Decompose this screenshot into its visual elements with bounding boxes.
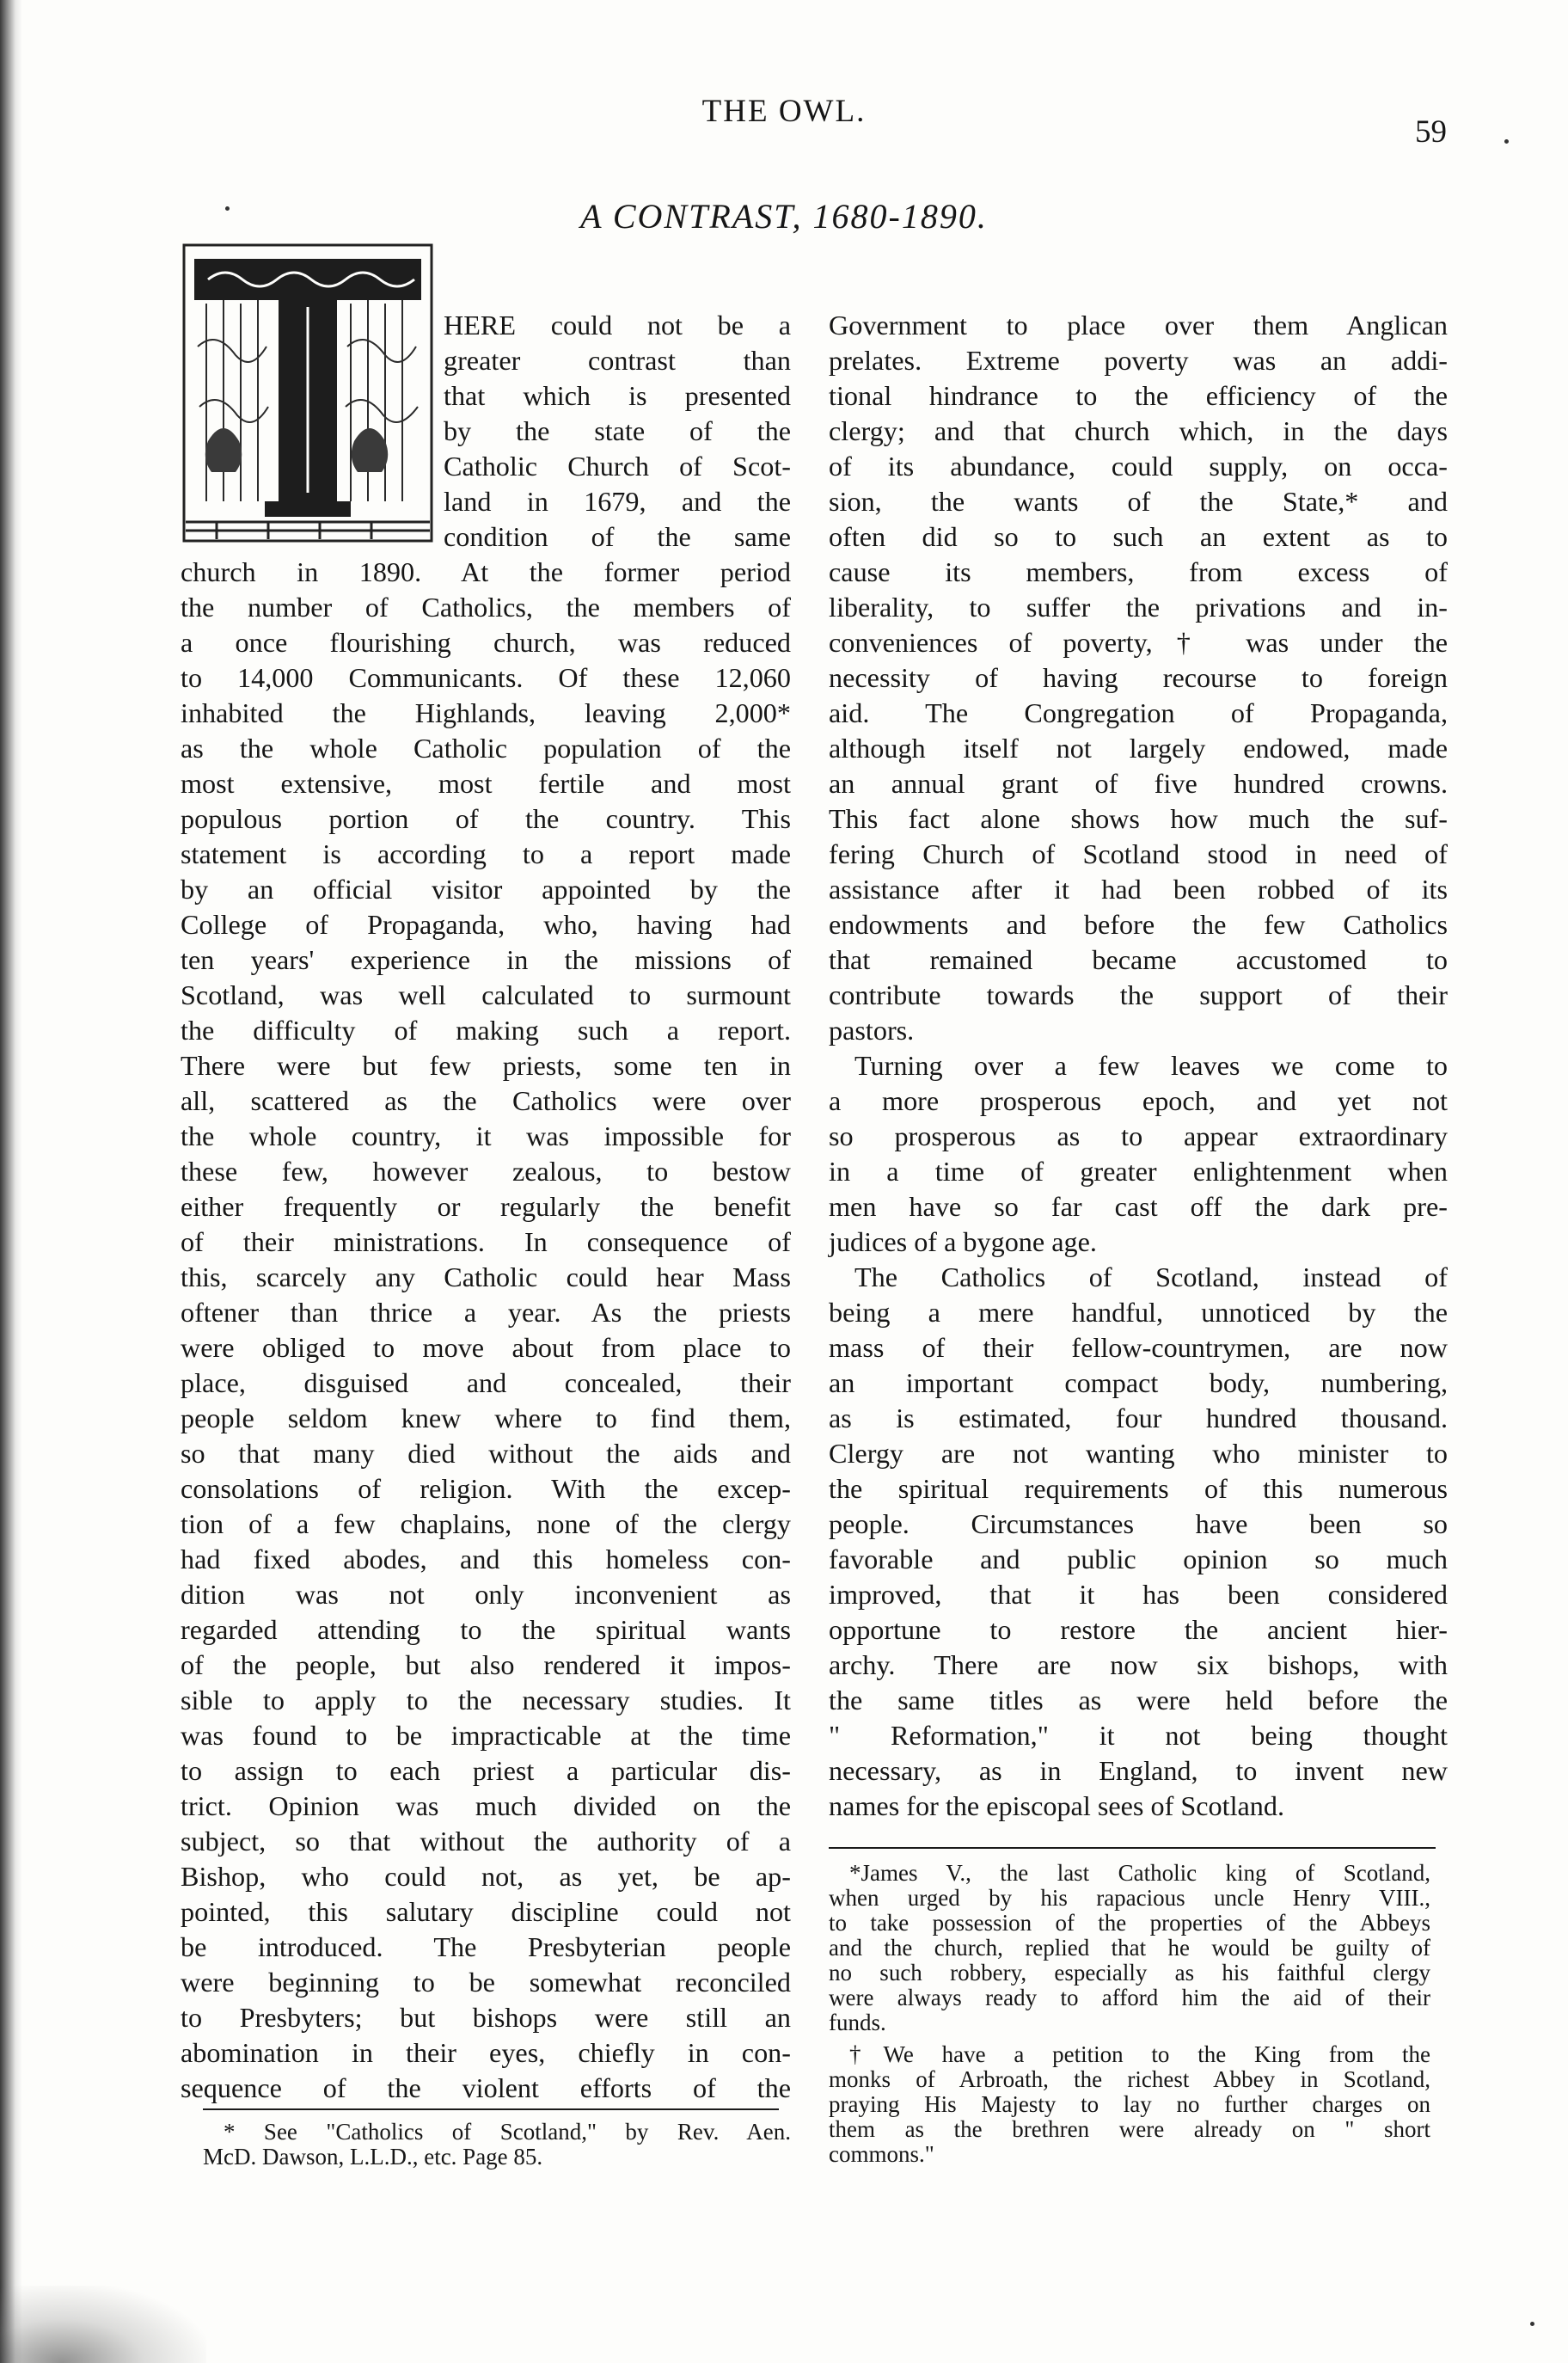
text-line: in a time of greater enlightenment when xyxy=(829,1156,1448,1187)
text-line: church in 1890. At the former period xyxy=(181,556,791,587)
text-line: Government to place over them Anglican xyxy=(829,310,1448,341)
footnote-line: praying His Majesty to lay no further charges on xyxy=(829,2091,1430,2117)
text-line: statement is according to a report made xyxy=(181,838,791,869)
text-line: archy. There are now six bishops, with xyxy=(829,1649,1448,1680)
text-line: men have so far cast off the dark pre- xyxy=(829,1191,1448,1222)
text-line: dition was not only inconvenient as xyxy=(181,1579,791,1610)
text-line: the number of Catholics, the members of xyxy=(181,592,791,623)
running-title: THE OWL. xyxy=(701,94,867,129)
text-line: a more prosperous epoch, and yet not xyxy=(829,1085,1448,1116)
text-line: tional hindrance to the efficiency of the xyxy=(829,380,1448,411)
text-line: sion, the wants of the State,* and xyxy=(829,486,1448,517)
text-line: land in 1679, and the xyxy=(444,486,791,517)
text-line: consolations of religion. With the excep- xyxy=(181,1473,791,1504)
footnote-line: when urged by his rapacious uncle Henry VIII., xyxy=(829,1885,1430,1911)
text-line: fering Church of Scotland stood in need of xyxy=(829,838,1448,869)
text-line: of the people, but also rendered it impos- xyxy=(181,1649,791,1680)
text-line: The Catholics of Scotland, instead of xyxy=(854,1261,1448,1292)
text-line: people seldom knew where to find them, xyxy=(181,1402,791,1433)
text-line: Turning over a few leaves we come to xyxy=(854,1050,1448,1081)
right-column xyxy=(829,308,1448,1824)
text-line: abomination in their eyes, chiefly in con- xyxy=(181,2037,791,2068)
text-line: ten years' experience in the missions of xyxy=(181,944,791,975)
text-line: cause its members, from excess of xyxy=(829,556,1448,587)
text-line: sequence of the violent efforts of the xyxy=(181,2072,791,2103)
stray-dot xyxy=(1530,2322,1534,2326)
text-line: pointed, this salutary discipline could not xyxy=(181,1896,791,1927)
footnote-line: to take possession of the properties of the Abbeys xyxy=(829,1910,1430,1936)
text-line: this, scarcely any Catholic could hear Mass xyxy=(181,1261,791,1292)
text-line: populous portion of the country. This xyxy=(181,803,791,834)
text-line: regarded attending to the spiritual wants xyxy=(181,1614,791,1645)
text-line: There were but few priests, some ten in xyxy=(181,1050,791,1081)
text-line: an annual grant of five hundred crowns. xyxy=(829,768,1448,799)
text-line: were beginning to be somewhat reconciled xyxy=(181,1967,791,1998)
text-line: tion of a few chaplains, none of the clergy xyxy=(181,1508,791,1539)
text-line: although itself not largely endowed, made xyxy=(829,733,1448,764)
text-line: of its abundance, could supply, on occa- xyxy=(829,451,1448,482)
text-line: were obliged to move about from place to xyxy=(181,1332,791,1363)
text-line: judices of a bygone age. xyxy=(829,1226,1097,1257)
footnote-line: them as the brethren were already on " short xyxy=(829,2116,1430,2142)
left-column xyxy=(181,308,791,2106)
text-line: place, disguised and concealed, their xyxy=(181,1367,791,1398)
footnote-right xyxy=(829,1861,1430,2167)
text-line: these few, however zealous, to bestow xyxy=(181,1156,791,1187)
text-line: to 14,000 Communicants. Of these 12,060 xyxy=(181,662,791,693)
text-line: as is estimated, four hundred thousand. xyxy=(829,1402,1448,1433)
text-line: necessity of having recourse to foreign xyxy=(829,662,1448,693)
text-line: as the whole Catholic population of the xyxy=(181,733,791,764)
text-line: had fixed abodes, and this homeless con- xyxy=(181,1544,791,1574)
footnote-line: * See "Catholics of Scotland," by Rev. Aen. xyxy=(224,2119,791,2145)
text-line: condition of the same xyxy=(444,521,791,552)
text-line: Catholic Church of Scot- xyxy=(444,451,791,482)
text-line: an important compact body, numbering, xyxy=(829,1367,1448,1398)
footnote-line: monks of Arbroath, the richest Abbey in Scotland, xyxy=(829,2066,1430,2092)
footnote-line: and the church, replied that he would be guilty of xyxy=(829,1935,1430,1961)
text-line: oftener than thrice a year. As the priests xyxy=(181,1297,791,1328)
footnote-line: †We have a petition to the King from the xyxy=(849,2041,1430,2067)
footnote-line: were always ready to afford him the aid of their xyxy=(829,1985,1430,2010)
text-line: the same titles as were held before the xyxy=(829,1685,1448,1715)
text-line: improved, that it has been considered xyxy=(829,1579,1448,1610)
text-line: clergy; and that church which, in the days xyxy=(829,415,1448,446)
text-line: so prosperous as to appear extraordinary xyxy=(829,1120,1448,1151)
text-line: either frequently or regularly the benefit xyxy=(181,1191,791,1222)
text-line: the spiritual requirements of this numerous xyxy=(829,1473,1448,1504)
footnote-line: funds. xyxy=(829,2010,886,2035)
text-line: endowments and before the few Catholics xyxy=(829,909,1448,940)
text-line: being a mere handful, unnoticed by the xyxy=(829,1297,1448,1328)
text-line: to Presbyters; but bishops were still an xyxy=(181,2002,791,2033)
text-line: that which is presented xyxy=(444,380,791,411)
text-line: " Reformation," it not being thought xyxy=(829,1720,1448,1751)
text-line: Scotland, was well calculated to surmount xyxy=(181,979,791,1010)
text-line: the whole country, it was impossible for xyxy=(181,1120,791,1151)
text-line: that remained became accustomed to xyxy=(829,944,1448,975)
text-line: people. Circumstances have been so xyxy=(829,1508,1448,1539)
text-line: the difficulty of making such a report. xyxy=(181,1015,791,1046)
text-line: of their ministrations. In consequence of xyxy=(181,1226,791,1257)
text-line: by the state of the xyxy=(444,415,791,446)
text-line: This fact alone shows how much the suf- xyxy=(829,803,1448,834)
text-line: be introduced. The Presbyterian people xyxy=(181,1931,791,1962)
footnote-line: *James V., the last Catholic king of Scotland, xyxy=(849,1860,1430,1886)
text-line: by an official visitor appointed by the xyxy=(181,874,791,905)
text-line: Clergy are not wanting who minister to xyxy=(829,1438,1448,1469)
binding-edge-shadow xyxy=(0,0,22,2363)
text-line: contribute towards the support of their xyxy=(829,979,1448,1010)
text-line: pastors. xyxy=(829,1015,915,1046)
text-line: liberality, to suffer the privations and in- xyxy=(829,592,1448,623)
text-line: necessary, as in England, to invent new xyxy=(829,1755,1448,1786)
text-line: trict. Opinion was much divided on the xyxy=(181,1790,791,1821)
text-line: College of Propaganda, who, having had xyxy=(181,909,791,940)
text-line: opportune to restore the ancient hier- xyxy=(829,1614,1448,1645)
text-line: names for the episcopal sees of Scotland. xyxy=(829,1790,1285,1821)
footnote-left xyxy=(203,2120,791,2170)
footnote-rule-right xyxy=(829,1847,1436,1849)
text-line: inhabited the Highlands, leaving 2,000* xyxy=(181,697,791,728)
text-line: HERE could not be a xyxy=(444,310,791,341)
text-line: subject, so that without the authority of a xyxy=(181,1826,791,1857)
footnote-line: commons." xyxy=(829,2141,934,2167)
text-line: favorable and public opinion so much xyxy=(829,1544,1448,1574)
article-title: A CONTRAST, 1680-1890. xyxy=(580,197,988,236)
text-line: a once flourishing church, was reduced xyxy=(181,627,791,658)
text-line: Bishop, who could not, as yet, be ap- xyxy=(181,1861,791,1892)
text-line: aid. The Congregation of Propaganda, xyxy=(829,697,1448,728)
corner-smudge xyxy=(0,2286,206,2363)
text-line: all, scattered as the Catholics were over xyxy=(181,1085,791,1116)
footnote-line: no such robbery, especially as his faithful clergy xyxy=(829,1960,1430,1986)
text-line: often did so to such an extent as to xyxy=(829,521,1448,552)
text-line: so that many died without the aids and xyxy=(181,1438,791,1469)
text-line: mass of their fellow-countrymen, are now xyxy=(829,1332,1448,1363)
stray-dot xyxy=(1504,139,1509,144)
text-line: to assign to each priest a particular dis- xyxy=(181,1755,791,1786)
text-line: greater contrast than xyxy=(444,345,791,376)
text-line: conveniences of poverty,† was under the xyxy=(829,627,1448,658)
text-line: most extensive, most fertile and most xyxy=(181,768,791,799)
footnote-rule-left xyxy=(203,2108,779,2110)
text-line: assistance after it had been robbed of its xyxy=(829,874,1448,905)
text-line: prelates. Extreme poverty was an addi- xyxy=(829,345,1448,376)
text-line: was found to be impracticable at the time xyxy=(181,1720,791,1751)
text-line: sible to apply to the necessary studies. It xyxy=(181,1685,791,1715)
footnote-line: McD. Dawson, L.L.D., etc. Page 85. xyxy=(203,2144,543,2170)
page-number: 59 xyxy=(1415,114,1447,150)
